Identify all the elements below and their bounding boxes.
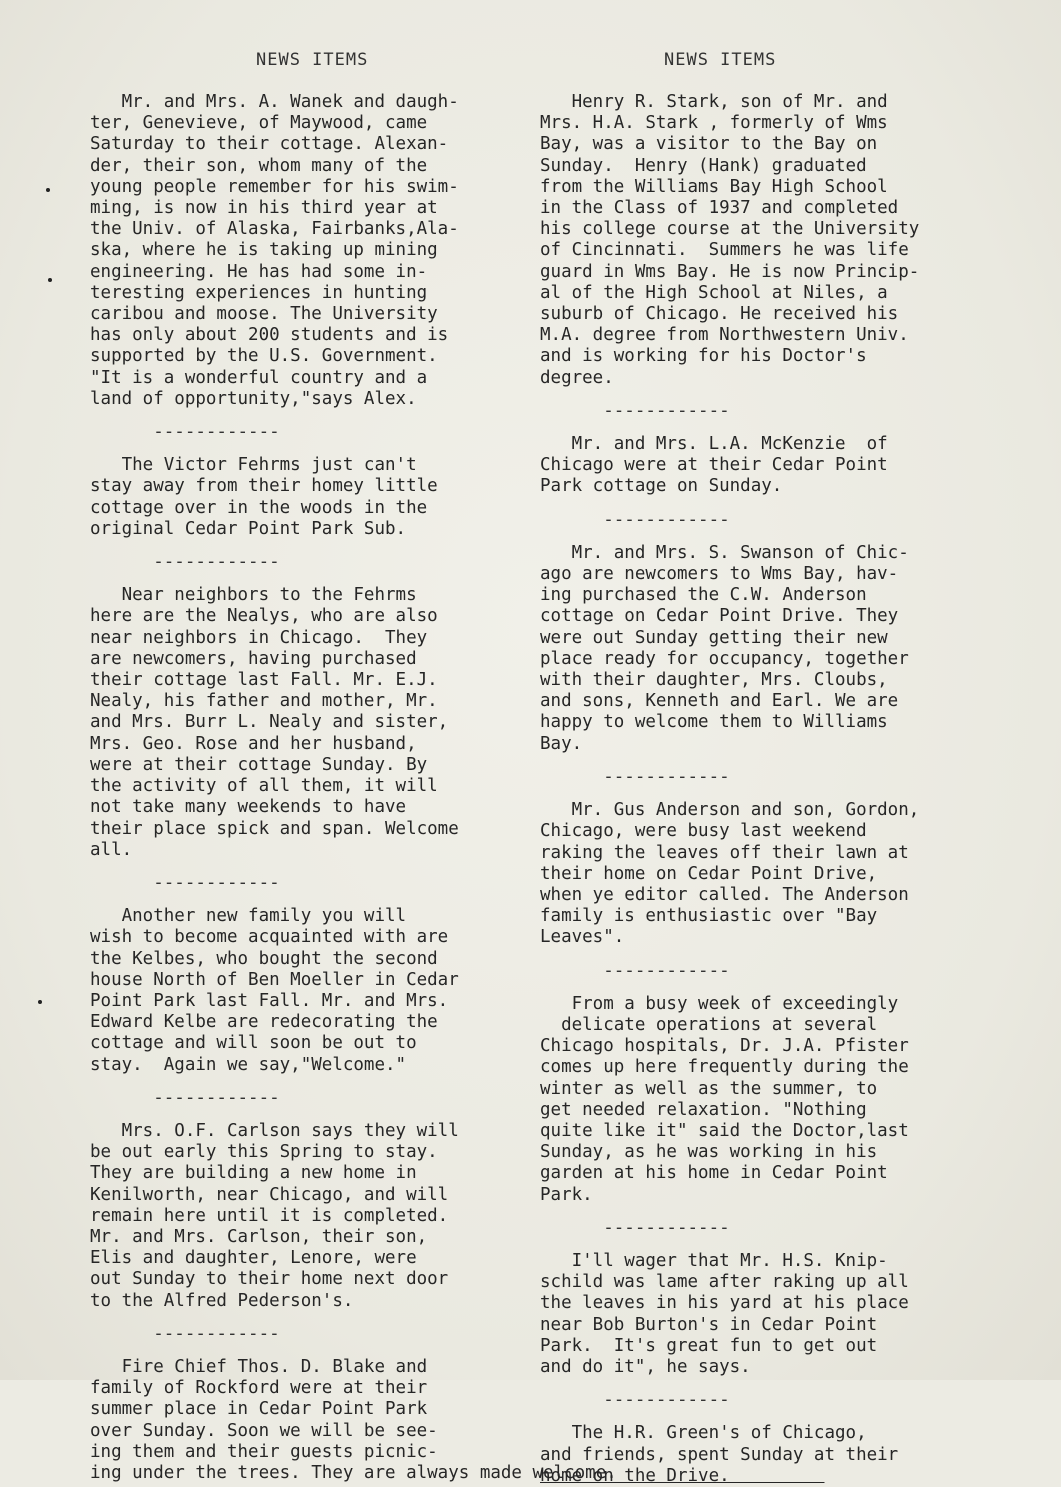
news-item-line: Mrs. Geo. Rose and her husband, <box>90 733 417 754</box>
paragraph-gap <box>90 573 550 585</box>
news-item-line: the activity of all them, it will <box>90 776 438 797</box>
news-item-line: The Victor Fehrms just can't <box>90 455 417 476</box>
item-separator: ------------ <box>90 1087 280 1108</box>
news-item-line: quite like it" said the Doctor,last <box>540 1120 909 1141</box>
item-separator: ------------ <box>540 509 730 530</box>
news-item-line: suburb of Chicago. He received his <box>540 304 899 325</box>
news-item-line: Saturday to their cottage. Alexan- <box>90 134 449 155</box>
news-item-line: I'll wager that Mr. H.S. Knip- <box>540 1250 888 1271</box>
left-column-heading: NEWS ITEMS <box>256 50 369 70</box>
news-item-line: wish to become acquainted with are <box>90 927 449 948</box>
news-item-line: all. <box>90 839 133 860</box>
item-separator: ------------ <box>90 872 280 893</box>
news-item-line: Mr. and Mrs. Carlson, their son, <box>90 1226 428 1247</box>
news-item <box>90 585 550 861</box>
paragraph-gap <box>90 861 550 873</box>
news-item-line: Another new family you will <box>90 906 407 927</box>
news-item-line: place ready for occupancy, together <box>540 648 909 669</box>
news-item-line: engineering. He has had some in- <box>90 261 428 282</box>
news-item-line: Kenilworth, near Chicago, and will <box>90 1184 449 1205</box>
news-item-line: Leaves". <box>540 927 625 948</box>
news-item-line: house North of Ben Moeller in Cedar <box>90 969 459 990</box>
news-item-line: They are building a new home in <box>90 1163 417 1184</box>
paragraph-gap <box>90 540 550 552</box>
news-item <box>540 994 1010 1206</box>
news-item-line: Near neighbors to the Fehrms <box>90 585 417 606</box>
paragraph-gap <box>540 1206 1010 1218</box>
news-item-line: schild was lame after raking up all <box>540 1272 909 1293</box>
news-item-line: cottage over in the woods in the <box>90 497 428 518</box>
news-item-line: near neighbors in Chicago. They <box>90 627 428 648</box>
news-item-line: cottage on Cedar Point Drive. They <box>540 606 899 627</box>
news-item-line: the Univ. of Alaska, Fairbanks,Ala- <box>90 219 459 240</box>
punch-mark <box>46 188 50 192</box>
paragraph-gap <box>90 1312 550 1324</box>
news-item-line: original Cedar Point Park Sub. <box>90 518 407 539</box>
news-item <box>540 92 1010 389</box>
right-column-heading: NEWS ITEMS <box>664 50 777 70</box>
news-item-line: al of the High School at Niles, a <box>540 282 888 303</box>
news-item-line: Point Park last Fall. Mr. and Mrs. <box>90 990 449 1011</box>
news-item-line: when ye editor called. The Anderson <box>540 884 909 905</box>
news-item-line: Fire Chief Thos. D. Blake and <box>90 1356 428 1377</box>
paragraph-gap <box>90 894 550 906</box>
news-item-line: supported by the U.S. Government. <box>90 346 438 367</box>
news-item-line: their home on Cedar Point Drive, <box>540 863 878 884</box>
news-item-line: in the Class of 1937 and completed <box>540 198 899 219</box>
paragraph-gap <box>90 443 550 455</box>
news-item-line: Mr. Gus Anderson and son, Gordon, <box>540 800 920 821</box>
news-item-line: raking the leaves off their lawn at <box>540 842 909 863</box>
news-item-line: The H.R. Green's of Chicago, <box>540 1423 867 1444</box>
news-item-line: their cottage last Fall. Mr. E.J. <box>90 670 438 691</box>
news-item-line: Chicago, were busy last weekend <box>540 821 867 842</box>
news-item-line: caribou and moose. The University <box>90 304 438 325</box>
news-item-line: der, their son, whom many of the <box>90 155 428 176</box>
news-item <box>540 434 1010 498</box>
news-item-line: and sons, Kenneth and Earl. We are <box>540 691 899 712</box>
paragraph-gap <box>90 1076 550 1088</box>
news-item-line: "It is a wonderful country and a <box>90 367 428 388</box>
paragraph-gap <box>540 498 1010 510</box>
item-separator: ------------ <box>540 960 730 981</box>
news-item-line: not take many weekends to have <box>90 797 407 818</box>
news-item-line: ter, Genevieve, of Maywood, came <box>90 113 428 134</box>
paragraph-gap <box>540 1239 1010 1251</box>
news-item-line: Edward Kelbe are redecorating the <box>90 1012 438 1033</box>
news-item-line: Elis and daughter, Lenore, were <box>90 1248 417 1269</box>
paragraph-gap <box>90 1345 550 1357</box>
news-item-line: the leaves in his yard at his place <box>540 1293 909 1314</box>
news-item-line: family is enthusiastic over "Bay <box>540 906 878 927</box>
item-separator: ------------ <box>90 552 280 573</box>
news-item-line: guard in Wms Bay. He is now Princip- <box>540 261 920 282</box>
paragraph-gap <box>90 410 550 422</box>
news-item-line: ago are newcomers to Wms Bay, hav- <box>540 564 899 585</box>
news-item-line: winter as well as the summer, to <box>540 1078 878 1099</box>
news-item-line: and do it", he says. <box>540 1356 751 1377</box>
news-item-line: Chicago hospitals, Dr. J.A. Pfister <box>540 1036 909 1057</box>
news-item-line: and friends, spent Sunday at their <box>540 1444 899 1465</box>
news-item <box>90 1356 617 1484</box>
news-item <box>90 455 550 540</box>
news-item-line: From a busy week of exceedingly <box>540 993 899 1014</box>
news-item-line: were at their cottage Sunday. By <box>90 754 428 775</box>
news-item-line: has only about 200 students and is <box>90 325 449 346</box>
news-item-line: the Kelbes, who bought the second <box>90 948 438 969</box>
item-separator: ------------ <box>540 400 730 421</box>
news-item-line: his college course at the University <box>540 219 920 240</box>
news-item-line: and Mrs. Burr L. Nealy and sister, <box>90 712 449 733</box>
news-item-line: summer place in Cedar Point Park <box>90 1399 428 1420</box>
news-item <box>540 1423 1010 1487</box>
news-item-line: ing purchased the C.W. Anderson <box>540 585 867 606</box>
paragraph-gap <box>540 982 1010 994</box>
punch-mark <box>38 1000 42 1004</box>
news-item-line: Mr. and Mrs. L.A. McKenzie of <box>540 434 888 455</box>
news-item-line: cottage and will soon be out to <box>90 1033 417 1054</box>
news-item-line: were out Sunday getting their new <box>540 627 888 648</box>
news-item-line: from the Williams Bay High School <box>540 176 888 197</box>
news-item-line: Bay, was a visitor to the Bay on <box>540 134 878 155</box>
news-item-line: degree. <box>540 367 614 388</box>
news-item-line: out Sunday to their home next door <box>90 1269 449 1290</box>
news-item-line: young people remember for his swim- <box>90 176 459 197</box>
item-separator: ------------ <box>540 1390 730 1411</box>
paragraph-gap <box>540 531 1010 543</box>
news-item-line: Mr. and Mrs. A. Wanek and daugh- <box>90 92 459 112</box>
paragraph-gap <box>540 755 1010 767</box>
news-item-line: Park cottage on Sunday. <box>540 476 783 497</box>
news-item-line: ska, where he is taking up mining <box>90 240 438 261</box>
paragraph-gap <box>540 1411 1010 1423</box>
item-separator: ------------ <box>90 1323 280 1344</box>
news-item-line: and is working for his Doctor's <box>540 346 867 367</box>
item-separator: ------------ <box>90 422 280 443</box>
news-item <box>540 543 1010 755</box>
news-item-line: Mrs. O.F. Carlson says they will <box>90 1120 459 1141</box>
news-item-line: to the Alfred Pederson's. <box>90 1290 354 1311</box>
news-item <box>90 906 550 1076</box>
item-separator: ------------ <box>540 766 730 787</box>
punch-mark <box>48 278 52 282</box>
news-item <box>540 800 1010 948</box>
paragraph-gap <box>540 422 1010 434</box>
news-item-line: ming, is now in his third year at <box>90 198 438 219</box>
news-item-line: Sunday. Henry (Hank) graduated <box>540 155 867 176</box>
paragraph-gap <box>540 788 1010 800</box>
paragraph-gap <box>540 389 1010 401</box>
news-item-line: near Bob Burton's in Cedar Point <box>540 1314 878 1335</box>
news-item-line: delicate operations at several <box>540 1014 878 1035</box>
news-item-line: their place spick and span. Welcome <box>90 818 459 839</box>
news-item-line: Chicago were at their Cedar Point <box>540 455 888 476</box>
news-item-line: stay away from their homey little <box>90 476 438 497</box>
news-item-line: teresting experiences in hunting <box>90 282 428 303</box>
news-item-line: be out early this Spring to stay. <box>90 1142 438 1163</box>
news-item-line: family of Rockford were at their <box>90 1378 428 1399</box>
news-item-line: Mr. and Mrs. S. Swanson of Chic- <box>540 542 909 563</box>
right-column <box>540 92 1010 1487</box>
news-item-underlined-line: home on the Drive. <box>540 1465 825 1486</box>
paragraph-gap <box>540 949 1010 961</box>
news-item-line: Park. It's great fun to get out <box>540 1335 878 1356</box>
news-item-line: Bay. <box>540 733 583 754</box>
news-item-line: M.A. degree from Northwestern Univ. <box>540 325 909 346</box>
news-item-line: comes up here frequently during the <box>540 1057 909 1078</box>
news-item-line: ing under the trees. They are always made welcome. <box>90 1462 617 1483</box>
news-item-line: ing them and their guests picnic- <box>90 1441 438 1462</box>
news-item-line: with their daughter, Mrs. Cloubs, <box>540 670 888 691</box>
news-item-line: are newcomers, having purchased <box>90 648 417 669</box>
news-item-line: Henry R. Stark, son of Mr. and <box>540 92 888 112</box>
news-item-line: Sunday, as he was working in his <box>540 1142 878 1163</box>
news-item-line: of Cincinnati. Summers he was life <box>540 240 909 261</box>
item-separator: ------------ <box>540 1217 730 1238</box>
news-item-line: here are the Nealys, who are also <box>90 606 438 627</box>
news-item-line: stay. Again we say,"Welcome." <box>90 1054 407 1075</box>
news-item-line: Mrs. H.A. Stark , formerly of Wms <box>540 113 888 134</box>
news-item-line: land of opportunity,"says Alex. <box>90 388 417 409</box>
news-item <box>90 92 550 410</box>
news-item <box>90 1121 550 1312</box>
news-item-line: Nealy, his father and mother, Mr. <box>90 691 438 712</box>
news-item-line: happy to welcome them to Williams <box>540 712 888 733</box>
news-item-line: Park. <box>540 1184 593 1205</box>
news-item-line: remain here until it is completed. <box>90 1205 449 1226</box>
news-item-line: get needed relaxation. "Nothing <box>540 1099 867 1120</box>
news-item-line: over Sunday. Soon we will be see- <box>90 1420 438 1441</box>
news-item-line: garden at his home in Cedar Point <box>540 1163 888 1184</box>
news-item <box>540 1251 1010 1378</box>
paragraph-gap <box>90 1109 550 1121</box>
